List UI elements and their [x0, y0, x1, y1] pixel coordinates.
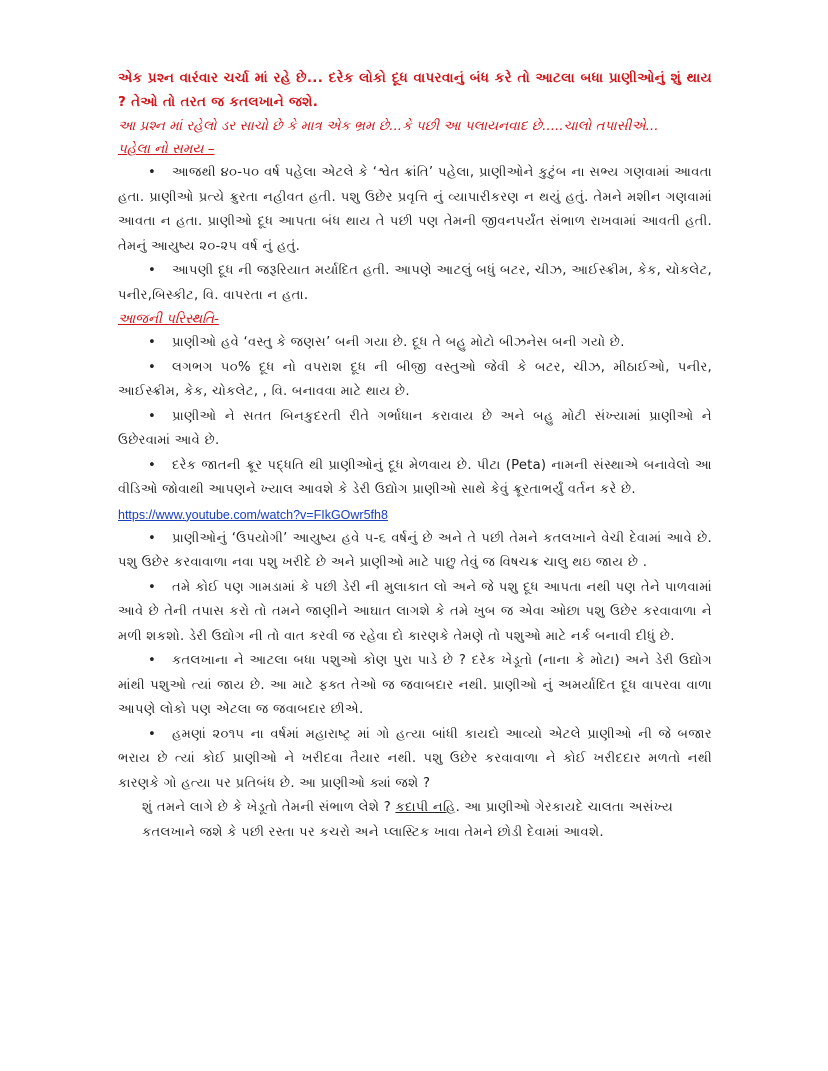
list-item-text: પ્રાણીઓ હવે ‘વસ્તુ કે જણસ’ બની ગયા છે. દૂધ તે બહુ મોટો બીઝનેસ બની ગયો છે. — [172, 335, 625, 350]
list-item — [118, 161, 712, 259]
bullet-icon: • — [148, 653, 157, 668]
closing-text-before: શું તમને લાગે છે કે ખેડૂતો તેમની સંભાળ લેશે ? — [142, 800, 396, 815]
bullet-icon: • — [148, 335, 157, 350]
section-past — [118, 138, 712, 308]
bullet-icon: • — [148, 579, 157, 595]
section-heading-past: પહેલા નો સમય – — [118, 141, 215, 157]
section-present — [118, 308, 712, 796]
document-page — [118, 66, 712, 845]
youtube-video-link[interactable]: https://www.youtube.com/watch?v=FIkGOwr5fh8 — [118, 507, 388, 522]
list-item — [118, 331, 712, 356]
list-item — [118, 723, 712, 797]
list-item-text: તમે કોઈ પણ ગામડામાં કે પછી ડેરી ની મુલાકાત લો અને જે પશુ દૂધ આપતા નથી પણ તેને પાળવામાં આવે છે તેની તપાસ કરો તો તમને જાણીને આઘાત લાગશે કે તમે ખુબ જ એવા ઓછા પશુ ઉછેર કરવાવાળા ને મળી શકશો. ડેરી ઉદ્યોગ ની તો વાત કરવી જ રહેવા દો કારણકે તેમણે તો પશુઓ માટે નર્ક બનાવી દીધું છે. — [118, 579, 712, 644]
bullet-icon: • — [148, 530, 157, 546]
bullet-icon: • — [148, 408, 157, 424]
bullet-icon: • — [148, 359, 157, 375]
list-item-text: કતલખાના ને આટલા બધા પશુઓ કોણ પુરા પાડે છે ? દરેક ખેડૂતો (નાના કે મોટા) અને ડેરી ઉદ્યોગ માંથી પશુઓ ત્યાં જાય છે. આ માટે ફક્ત તેઓ જ જવાબદાર નથી. પ્રાણીઓ નું અમર્યાદિત દૂધ વાપરવા વાળા આપણે લોકો પણ એટલા જ જવાબદાર છીએ. — [118, 653, 712, 717]
section-heading-present: આજની પરિસ્થતિ- — [118, 311, 219, 327]
video-link-row — [118, 503, 712, 527]
list-item-text: હમણાં ૨૦૧૫ ના વર્ષમાં મહારાષ્ટ્ર માં ગો હત્યા બાંધી કાયદો આવ્યો એટલે પ્રાણીઓ ની જે બજાર ભરાય છે ત્યાં કોઈ પ્રાણીઓ ને ખરીદવા તૈયાર નથી. પશુ ઉછેર કરવાવાળા ને કોઈ ખરીદદાર મળતો નથી કારણકે ગો હત્યા પર પ્રતિબંધ છે. આ પ્રાણીઓ ક્યાં જશે ? — [118, 726, 712, 791]
closing-text-after: . આ પ્રાણીઓ ગેરકાયદે ચાલતા અસંખ્ય કતલખાને જશે કે પછી રસ્તા પર કચરો અને પ્લાસ્ટિક ખાવા તેમને છોડી દેવામાં આવશે. — [142, 800, 674, 840]
list-item — [118, 649, 712, 723]
bullet-icon: • — [148, 263, 157, 278]
list-item-text: પ્રાણીઓ ને સતત બિનકુદરતી રીતે ગર્ભાધાન કરાવાય છે અને બહુ મોટી સંખ્યામાં પ્રાણીઓ ને ઉછેરવામાં આવે છે. — [118, 408, 712, 448]
list-item — [118, 576, 712, 650]
closing-paragraph — [118, 796, 712, 845]
bullet-icon: • — [148, 165, 157, 180]
intro-question: એક પ્રશ્ન વારંવાર ચર્ચા માં રહે છે... દરેક લોકો દૂધ વાપરવાનું બંધ કરે તો આટલા બધા પ્રાણીઓનું શું થાય ? તેઓ તો તરત જ કતલખાને જશે. — [118, 70, 712, 110]
closing-emphasis: કદાપી નહિ — [395, 800, 456, 815]
list-item-text: આજથી ૪૦-૫૦ વર્ષ પહેલા એટલે કે ‘શ્વેત ક્રાંતિ’ પહેલા, પ્રાણીઓને કુટુંબ ના સભ્ય ગણવામાં આવતા હતા. પ્રાણીઓ પ્રત્યે ક્રુરતા નહીવત હતી. પશુ ઉછેર પ્રવૃત્તિ નું વ્યાપારીકરણ ન થયું હતું. તેમને મશીન ગણવામાં આવતા ન હતા. પ્રાણીઓ દૂધ આપતા બંધ થાય તે પછી પણ તેમની જીવનપર્યંત સંભાળ રાખવામાં આવતી હતી. તેમનું આયુષ્ય ૨૦-૨૫ વર્ષ નું હતું. — [118, 165, 712, 254]
list-item — [118, 527, 712, 576]
list-item — [118, 356, 712, 405]
list-item-text: લગભગ ૫૦% દૂધ નો વપરાશ દૂધ ની બીજી વસ્તુઓ જેવી કે બટર, ચીઝ, મીઠાઈઓ, પનીર, આઈસ્ક્રીમ, કેક, ચોકલેટ, , વિ. બનાવવા માટે થાય છે. — [118, 359, 712, 399]
list-item — [118, 405, 712, 454]
list-item-text: આપણી દૂધ ની જરૂરિયાત મર્યાદિત હતી. આપણે આટલું બધું બટર, ચીઝ, આઈસ્ક્રીમ, કેક, ચોકલેટ, પનીર,બિસ્કીટ, વિ. વાપરતા ન હતા. — [118, 263, 712, 303]
list-item — [118, 259, 712, 308]
intro-followup: આ પ્રશ્ન માં રહેલો ડર સાચો છે કે માત્ર એક ભ્રમ છે...કે પછી આ પલાયનવાદ છે.....ચાલો તપાસીએ... — [118, 118, 659, 134]
bullet-icon: • — [148, 457, 157, 473]
bullet-icon: • — [148, 726, 157, 742]
list-item — [118, 454, 712, 503]
list-item-text: દરેક જાતની ક્રૂર પદ્ધતિ થી પ્રાણીઓનું દૂધ મેળવાય છે. પીટા (Peta) નામની સંસ્થાએ બનાવેલો આ વીડિઓ જોવાથી આપણને ખ્યાલ આવશે કે ડેરી ઉદ્યોગ પ્રાણીઓ સાથે કેવું ક્રૂરતાભર્યું વર્તન કરે છે. — [118, 457, 712, 497]
list-item-text: પ્રાણીઓનું ‘ઉપયોગી’ આયુષ્ય હવે ૫-૬ વર્ષનું છે અને તે પછી તેમને કતલખાને વેચી દેવામાં આવે છે. પશુ ઉછેર કરવાવાળા નવા પશુ ખરીદે છે અને પ્રાણીઓ માટે પાછુ તેવું જ વિષચક્ર ચાલુ થઇ જાય છે . — [118, 530, 712, 570]
